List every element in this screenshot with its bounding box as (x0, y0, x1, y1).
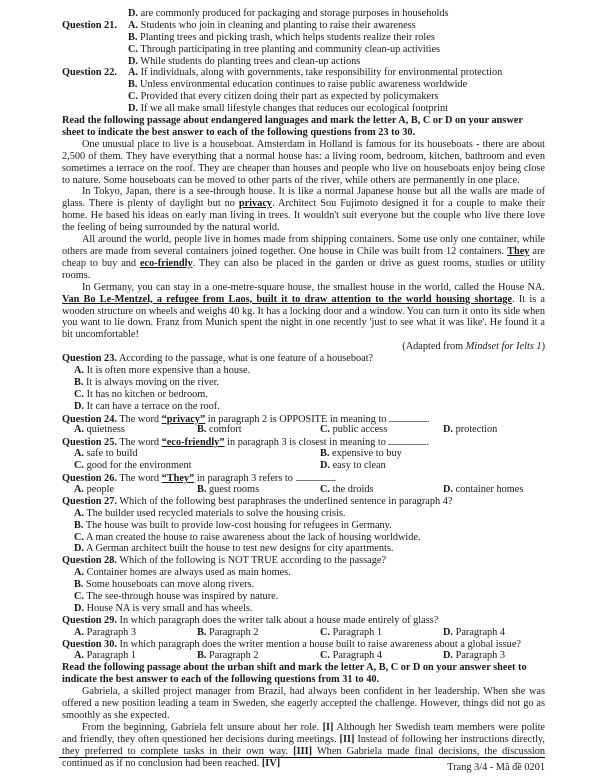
option-letter: C. (320, 483, 331, 495)
option-letter: D. (128, 8, 139, 19)
passage1-paragraph-4 (62, 282, 545, 342)
q29-option-c (320, 627, 382, 639)
q26-stem (62, 472, 545, 484)
underlined-word-they: They (507, 245, 530, 257)
question-label: Question 26. (62, 473, 117, 485)
page-footer: Trang 3/4 - Mã đề 0201 (447, 762, 545, 773)
passage1-paragraph-3 (62, 234, 545, 282)
option-letter: D. (74, 543, 85, 555)
option-letter: B. (74, 376, 84, 388)
question-stem: Which of the following is NOT TRUE according to the passage? (116, 555, 387, 567)
q26-option-a (74, 484, 114, 496)
q28-option-b (62, 579, 545, 591)
question-label: Question 23. (62, 353, 117, 365)
option-text: Students who join in cleaning and planting to raise their awareness (138, 19, 416, 31)
option-text: It is always moving on the river. (83, 376, 220, 388)
option-text: people (84, 483, 115, 495)
paragraph-text: Instead of following her instructions directly, they preferred to complete tasks in their own way. (62, 733, 545, 757)
q24-options (62, 424, 545, 436)
option-letter: A. (74, 567, 85, 579)
q30-stem (62, 639, 545, 651)
q28-option-c (62, 591, 545, 603)
option-letter: B. (128, 31, 138, 43)
question-stem: The word (116, 473, 162, 485)
q24-option-d (443, 424, 497, 436)
footer-divider (59, 757, 545, 758)
option-text: House NA is very small and has wheels. (84, 602, 253, 614)
q21-option-a (62, 20, 545, 32)
q23-option-b (62, 377, 545, 389)
option-letter: A. (74, 626, 85, 638)
option-text: good for the environment (84, 460, 192, 472)
q24-stem (62, 413, 545, 425)
quoted-word: “privacy” (161, 413, 206, 425)
option-text: If we all make small lifestyle changes that reduces our ecological footprint (138, 103, 448, 115)
option-text: easy to clean (330, 460, 386, 472)
passage1-paragraph-1 (62, 139, 545, 187)
option-letter: D. (443, 424, 454, 436)
source-title: Mindset for Ielts 1 (465, 341, 542, 353)
q24-option-a (74, 424, 125, 436)
q29-option-b (197, 627, 259, 639)
option-text: expensive to buy (329, 448, 402, 460)
option-text: Container homes are always used as main homes. (84, 567, 291, 579)
option-letter: D. (443, 483, 454, 495)
question-stem: . (427, 413, 430, 425)
option-letter: A. (74, 483, 85, 495)
q27-option-c (62, 532, 545, 544)
option-letter: C. (74, 460, 85, 472)
passage1-paragraph-2 (62, 186, 545, 234)
option-text: the droids (330, 483, 374, 495)
q21-option-d (62, 56, 545, 68)
q30-option-d (443, 650, 505, 662)
paragraph-text: Gabriela, a skilled project manager from Brazil, had always been confident in her leadership. When she was offered a new position leading a team in Sweden, she eagerly accepted the challenge. However, things did not go as smoothly as she expected. (62, 686, 545, 721)
passage1-source (62, 341, 545, 353)
question-label: Question 21. (62, 19, 117, 31)
paragraph-text: From the beginning, Gabriela felt unsure about her role. (82, 721, 323, 733)
question-stem: . (333, 473, 337, 485)
option-text: quietness (84, 424, 125, 436)
q22-option-c (62, 91, 545, 103)
option-letter: B. (74, 519, 84, 531)
option-text: safe to build (84, 448, 138, 460)
question-label: Question 28. (62, 555, 117, 567)
question-stem: in paragraph 3 is closest in meaning to (224, 437, 389, 449)
question-stem: The word (116, 413, 162, 425)
option-letter: D. (128, 55, 139, 67)
q29-stem (62, 615, 545, 627)
option-text: If individuals, along with governments, take responsibility for environmental protection (138, 67, 503, 79)
insertion-marker-3: [III] (293, 745, 313, 757)
q28-stem (62, 555, 545, 567)
option-text: public access (330, 424, 388, 436)
option-letter: B. (320, 448, 330, 460)
option-letter: A. (128, 67, 139, 79)
option-letter: C. (320, 650, 331, 662)
option-letter: D. (128, 103, 139, 115)
option-text: Paragraph 2 (206, 650, 259, 662)
option-text: It is often more expensive than a house. (84, 365, 251, 377)
question-stem: Which of the following best paraphrases the underlined sentence in paragraph 4? (116, 495, 453, 507)
underlined-sentence: Van Bo Le-Mentzel, a refugee from Laos, built it to draw attention to the world housing shortage (62, 293, 513, 305)
option-letter: D. (74, 400, 85, 412)
paragraph-text: In Germany, you can stay in a one-metre-square house, the smallest house in the world, called the House NA. (82, 281, 545, 293)
q21-option-b (62, 32, 545, 44)
option-letter: A. (128, 19, 139, 31)
q26-option-d (443, 484, 523, 496)
question-stem: The word (116, 437, 162, 449)
option-text: Paragraph 4 (330, 650, 383, 662)
q29-options (62, 627, 545, 639)
q22-option-b (62, 79, 545, 91)
insertion-marker-1: [I] (322, 721, 334, 733)
option-letter: B. (128, 79, 138, 91)
option-letter: A. (74, 448, 85, 460)
paragraph-text: When Gabriela made final decisions, the discussion continued as if no conclusion had been reached. (62, 745, 545, 769)
option-text: It has no kitchen or bedroom. (84, 388, 208, 400)
q26-options (62, 484, 545, 496)
option-letter: D. (320, 460, 331, 472)
option-text: The house was built to provide low-cost housing for refugees in Germany. (83, 519, 392, 531)
q27-stem (62, 496, 545, 508)
question-label: Question 25. (62, 437, 117, 449)
q23-option-d (62, 401, 545, 413)
quoted-word: “eco-friendly” (161, 437, 225, 449)
q28-option-d (62, 603, 545, 615)
q23-option-c (62, 389, 545, 401)
q25-option-b (320, 448, 402, 460)
q24-option-c (320, 424, 387, 436)
option-text: Paragraph 3 (453, 650, 506, 662)
question-stem: In which paragraph does the writer mention a house built to raise awareness about a global issue? (116, 638, 521, 650)
q26-option-b (197, 484, 259, 496)
question-stem: In which paragraph does the writer talk about a house made entirely of glass? (116, 614, 439, 626)
passage2-paragraph-1 (62, 686, 545, 722)
option-text: Paragraph 2 (206, 626, 259, 638)
option-text: Paragraph 1 (330, 626, 383, 638)
option-text: Through participating in tree planting and community clean-up activities (138, 43, 441, 55)
q25-stem (62, 436, 545, 448)
q29-option-a (74, 627, 136, 639)
option-text: Provided that every citizen doing their part as expected by policymakers (138, 91, 439, 103)
option-letter: C. (74, 388, 85, 400)
q30-option-b (197, 650, 259, 662)
q22-option-d (62, 103, 545, 115)
option-letter: D. (74, 602, 85, 614)
option-letter: C. (128, 91, 139, 103)
q30-options (62, 650, 545, 662)
q24-option-b (197, 424, 242, 436)
question-stem: According to the passage, what is one feature of a houseboat? (116, 353, 374, 365)
q28-option-a (62, 567, 545, 579)
q20-option-d (62, 8, 545, 20)
option-text: It can have a terrace on the roof. (84, 400, 220, 412)
underlined-word-privacy: privacy (238, 198, 273, 210)
question-label: Question 22. (62, 67, 117, 79)
question-stem: in paragraph 2 is OPPOSITE in meaning to (205, 413, 390, 425)
paragraph-text: . It is a wooden structure on wheels and weighs 40 kg. It has a locking door and a window. You can turn it onto its side when you want to lie down. Franz from Munich spent the night in one recently 'just to see what it was like'. He found it a bit uncomfortable! (62, 293, 546, 341)
option-letter: B. (197, 650, 207, 662)
option-text: comfort (206, 424, 242, 436)
quoted-word: “They” (161, 473, 195, 485)
answer-blank (388, 436, 426, 445)
q25-option-a (74, 448, 138, 460)
option-text: are commonly produced for packaging and storage purposes in households (138, 8, 449, 19)
paragraph-text: Although her Swedish team members were polite and friendly, they often questioned her decisions during meetings. (62, 721, 545, 745)
question-stem: in paragraph 3 refers to (194, 473, 296, 485)
option-letter: C. (320, 424, 331, 436)
option-text: A German architect built the house to test new designs for city apartments. (84, 543, 394, 555)
option-letter: A. (74, 507, 85, 519)
source-suffix: ) (541, 341, 545, 353)
option-letter: B. (197, 483, 207, 495)
q27-option-b (62, 520, 545, 532)
option-text: Unless environmental education continues to raise public awareness worldwide (137, 79, 468, 91)
q29-option-d (443, 627, 505, 639)
option-text: The see-through house was inspired by nature. (84, 590, 279, 602)
option-letter: D. (443, 650, 454, 662)
paragraph-text: are cheap to buy and (62, 245, 545, 269)
option-letter: B. (74, 579, 84, 591)
paragraph-text: One unusual place to live is a houseboat. Amsterdam in Holland is famous for its houseboats - there are about 2,500 of them. They have everything that a normal house has: a living room, bedroom, kitchen, bathroom and even sometimes a terrace on the roof. They are cheaper than houses and people who live on houseboats enjoy being close to nature. Some houseboats can be moved to other parts of the river, while others are permanently in one place. (62, 138, 545, 186)
option-letter: A. (74, 424, 85, 436)
option-text: container homes (453, 483, 524, 495)
q30-option-c (320, 650, 382, 662)
option-letter: C. (74, 531, 85, 543)
underlined-word-eco-friendly: eco-friendly (139, 257, 193, 269)
passage1-instruction: Read the following passage about endangered languages and mark the letter A, B, C or D on your answer sheet to indicate the best answer to each of the following questions from 23 to 30. (62, 115, 523, 138)
option-letter: C. (74, 590, 85, 602)
option-text: Planting trees and picking trash, which helps students realize their roles (137, 31, 435, 43)
question-label: Question 30. (62, 638, 117, 650)
q26-option-c (320, 484, 374, 496)
exam-page (62, 8, 545, 769)
option-text: Paragraph 1 (84, 650, 137, 662)
option-letter: B. (197, 424, 207, 436)
q25-options-row-2 (62, 460, 545, 472)
paragraph-text: All around the world, people live in homes made from shipping containers. Some use only one container, while others are made from several containers joined together. One house in Chile was built from 12 containers. (62, 234, 545, 257)
option-text: Paragraph 4 (453, 626, 506, 638)
source-prefix: (Adapted from (402, 341, 466, 353)
option-text: guest rooms (206, 483, 260, 495)
answer-blank (296, 472, 334, 481)
q25-option-d (320, 460, 386, 472)
option-letter: B. (197, 626, 207, 638)
option-text: protection (453, 424, 498, 436)
paragraph-text: . They can also be placed in the garden or drive as guest rooms, studies or utility rooms. (62, 257, 545, 281)
paragraph-text: In Tokyo, Japan, there is a see-through house. It is like a normal Japanese house but all the walls are made of glass. There is plenty of daylight but no (62, 186, 545, 210)
option-text: The builder used recycled materials to solve the housing crisis. (84, 507, 346, 519)
option-letter: D. (443, 626, 454, 638)
q23-option-a (62, 365, 545, 377)
option-letter: A. (74, 650, 85, 662)
question-label: Question 27. (62, 495, 117, 507)
q25-option-c (74, 460, 192, 472)
option-letter: C. (128, 43, 139, 55)
q27-option-a (62, 508, 545, 520)
question-stem: . (426, 437, 430, 449)
option-text: Paragraph 3 (84, 626, 137, 638)
option-text: While students do planting trees and clean-up actions (138, 55, 361, 67)
question-label: Question 29. (62, 614, 117, 626)
answer-blank (389, 413, 427, 422)
q21-option-c (62, 44, 545, 56)
option-text: A man created the house to raise awareness about the lack of housing worldwide. (84, 531, 421, 543)
option-letter: C. (320, 626, 331, 638)
paragraph-text: . Architect Sou Fujimoto designed it for a couple to make their home. He based his ideas on early man living in trees. It wouldn't suit everyone but the couple who live there love the feeling of being surrounded by the natural world. (62, 198, 545, 234)
q23-stem (62, 353, 545, 365)
option-letter: A. (74, 365, 85, 377)
passage2-instruction: Read the following passage about the urban shift and mark the letter A, B, C or D on your answer sheet to indicate the best answer to each of the following questions from 31 to 40. (62, 662, 527, 686)
q30-option-a (74, 650, 136, 662)
option-text: Some houseboats can move along rivers. (83, 579, 255, 591)
q27-option-d (62, 543, 545, 555)
insertion-marker-2: [II] (339, 733, 355, 745)
q22-option-a (62, 67, 545, 79)
q25-options-row-1 (62, 448, 545, 460)
insertion-marker-4: [IV] (261, 757, 281, 769)
question-label: Question 24. (62, 413, 117, 425)
